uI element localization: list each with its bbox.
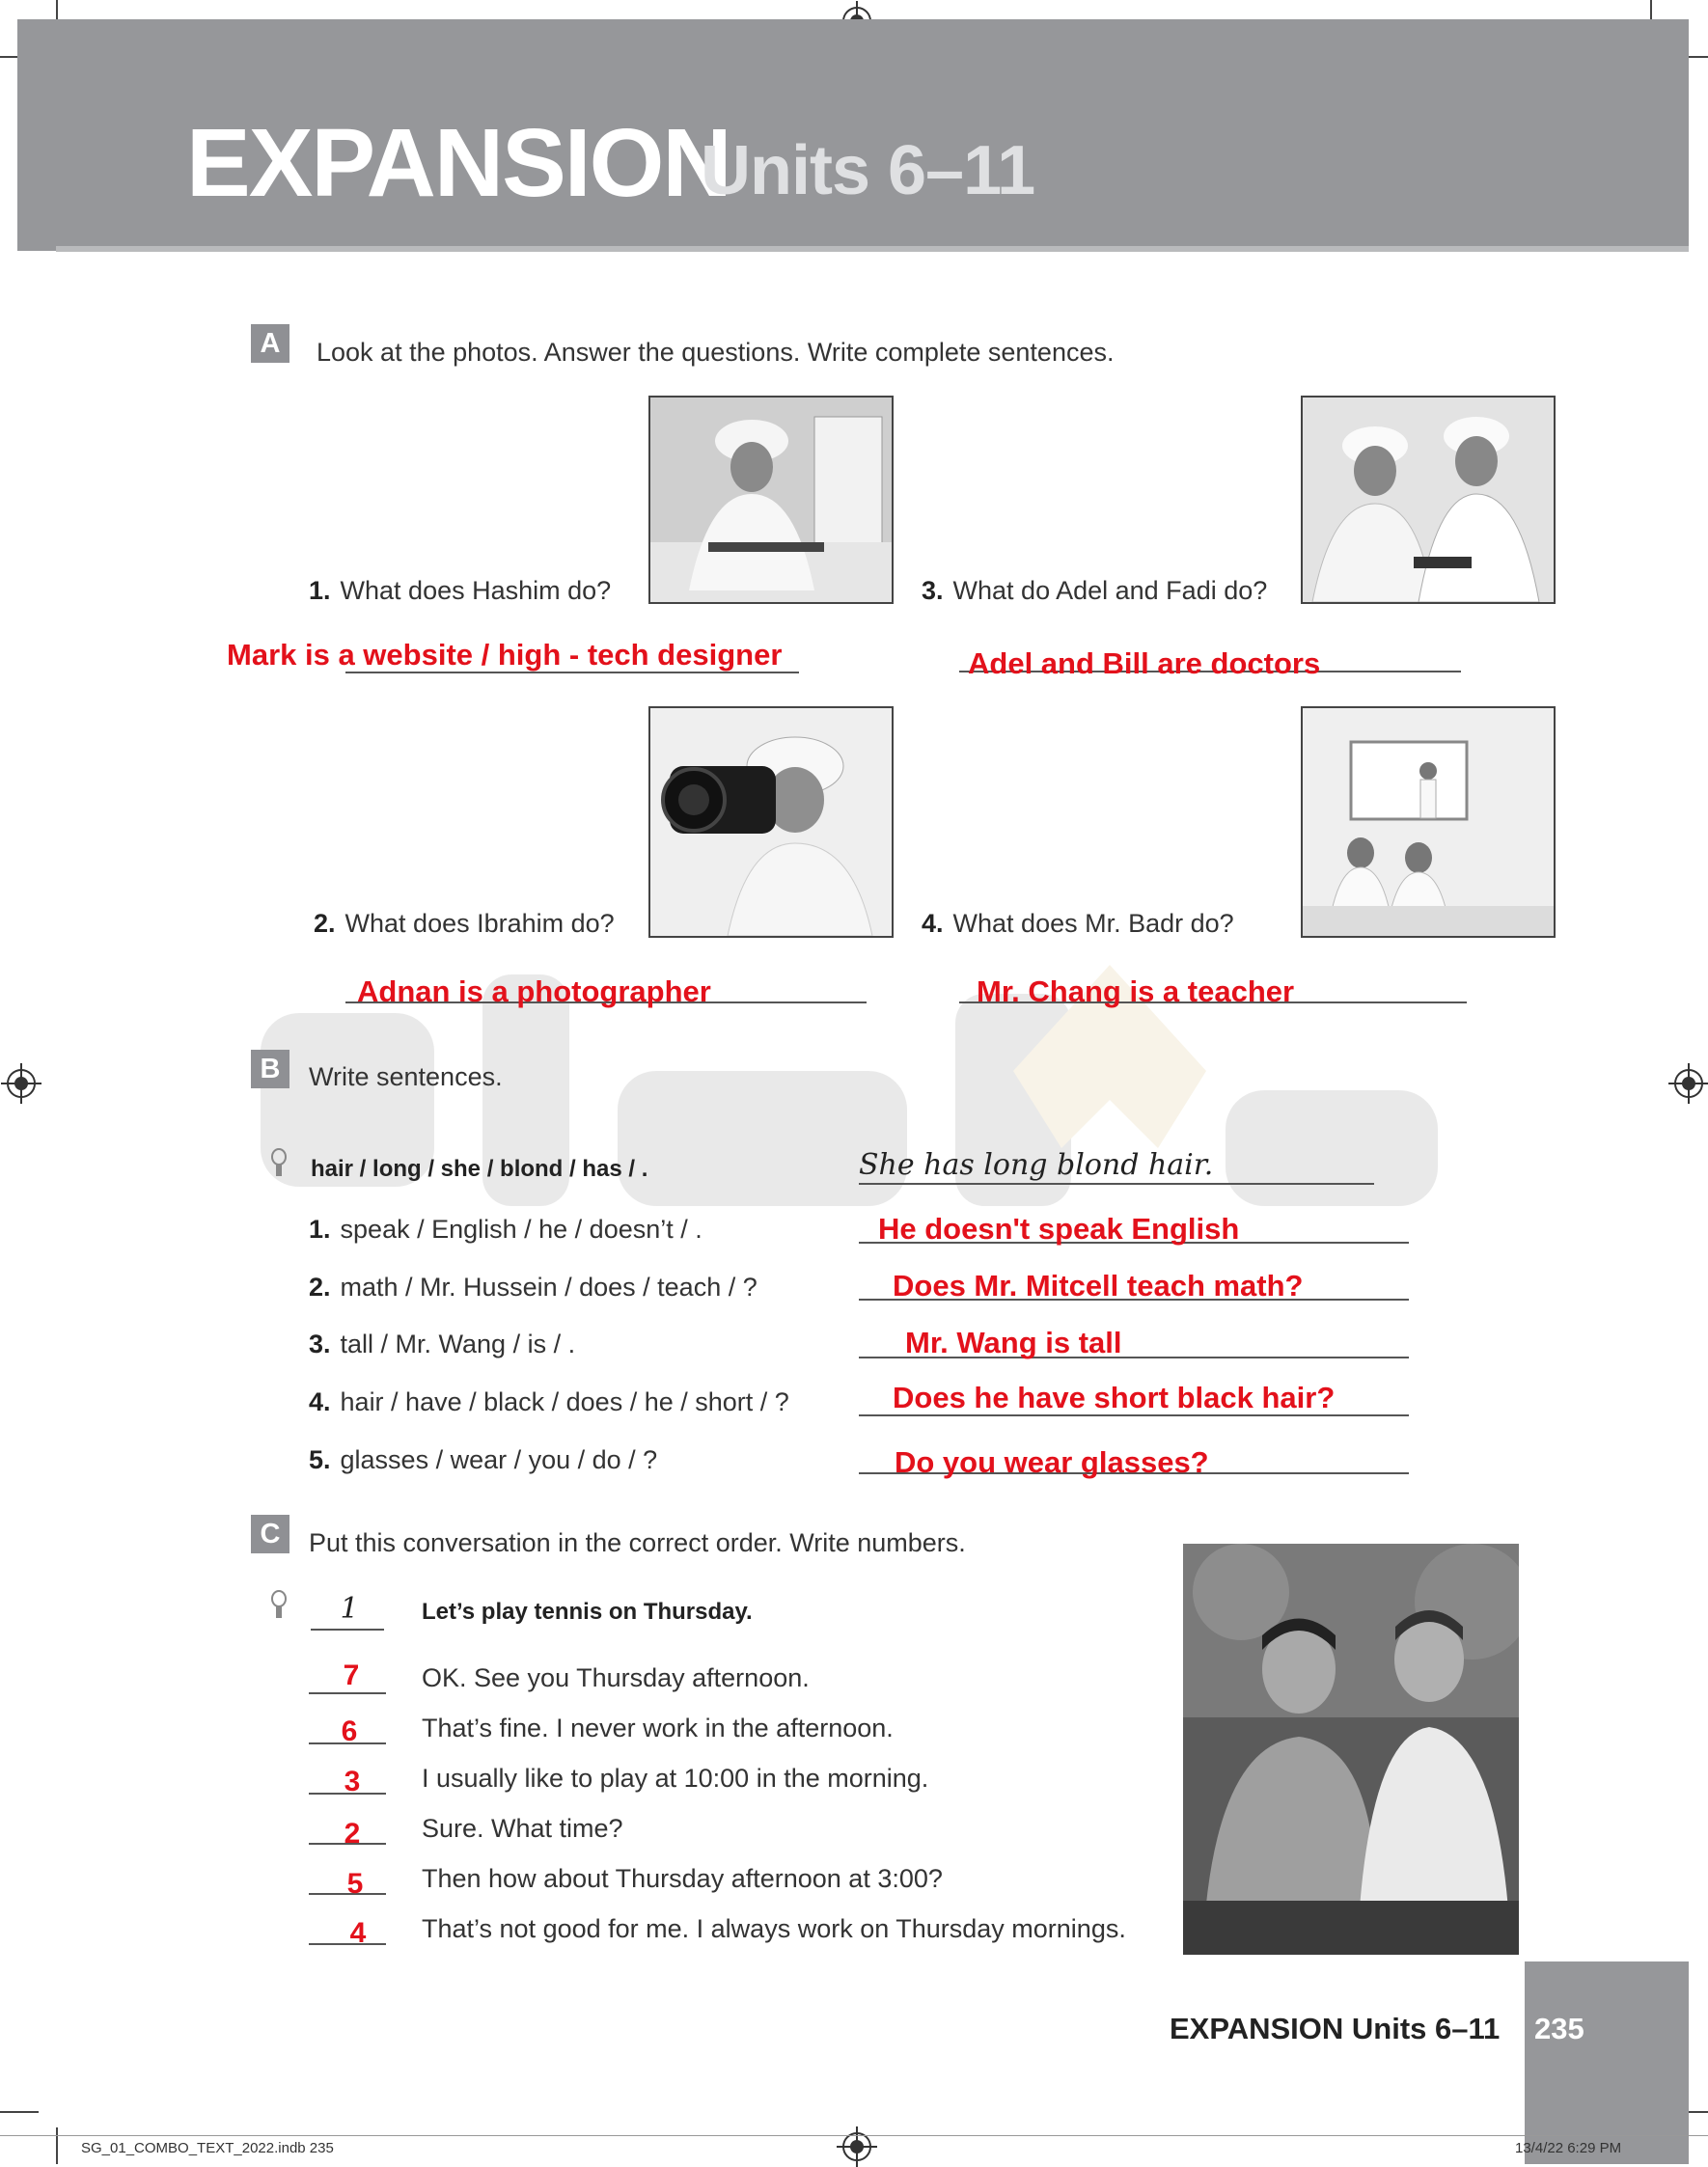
section-c-badge: C bbox=[251, 1515, 289, 1553]
question-3: 3. What do Adel and Fadi do? bbox=[922, 576, 1268, 605]
question-4: 4. What does Mr. Badr do? bbox=[922, 909, 1234, 938]
page-number: 235 bbox=[1534, 2012, 1584, 2045]
c-line-text-1: OK. See you Thursday afternoon. bbox=[422, 1663, 810, 1692]
page-title: EXPANSION bbox=[186, 109, 730, 217]
section-a-badge: A bbox=[251, 324, 289, 363]
c-number-2[interactable]: 6 bbox=[341, 1715, 358, 1747]
c-line-text-3: I usually like to play at 10:00 in the morning. bbox=[422, 1764, 929, 1793]
c-line-text-6: That’s not good for me. I always work on Thursday mornings. bbox=[422, 1914, 1126, 1943]
example-answer-line bbox=[859, 1183, 1374, 1185]
c-number-5[interactable]: 5 bbox=[346, 1868, 364, 1900]
photo-mr-badr bbox=[1301, 706, 1556, 938]
b-answer-5[interactable]: Do you wear glasses? bbox=[895, 1445, 1209, 1479]
answer-4[interactable]: Mr. Chang is a teacher bbox=[977, 974, 1295, 1008]
c-number-3[interactable]: 3 bbox=[344, 1766, 361, 1797]
b-item-3: 3. tall / Mr. Wang / is / . bbox=[309, 1330, 576, 1358]
c-example-line bbox=[311, 1629, 384, 1631]
photo-two-friends bbox=[1183, 1544, 1519, 1955]
question-1: 1. What does Hashim do? bbox=[309, 576, 612, 605]
registration-mark-icon bbox=[1674, 1069, 1703, 1098]
slug-file: SG_01_COMBO_TEXT_2022.indb 235 bbox=[81, 2140, 334, 2156]
example-answer: She has long blond hair. bbox=[859, 1148, 1214, 1182]
b-item-4: 4. hair / have / black / does / he / short / ? bbox=[309, 1387, 789, 1416]
c-example-number: 1 bbox=[340, 1592, 359, 1626]
footer-rule bbox=[0, 2135, 1708, 2136]
registration-mark-icon bbox=[7, 1069, 36, 1098]
b-answer-4[interactable]: Does he have short black hair? bbox=[893, 1381, 1336, 1414]
photo-ibrahim bbox=[648, 706, 894, 938]
c-number-4[interactable]: 2 bbox=[344, 1818, 361, 1850]
photo-adel-fadi bbox=[1301, 396, 1556, 604]
question-2: 2. What does Ibrahim do? bbox=[314, 909, 615, 938]
c-number-6[interactable]: 4 bbox=[349, 1917, 367, 1949]
answer-2[interactable]: Adnan is a photographer bbox=[357, 974, 711, 1008]
b-item-1: 1. speak / English / he / doesn’t / . bbox=[309, 1215, 702, 1244]
b-answer-3[interactable]: Mr. Wang is tall bbox=[905, 1326, 1122, 1359]
footer-band bbox=[1525, 1961, 1689, 2164]
crop-mark bbox=[0, 2111, 39, 2113]
example-prompt: hair / long / she / blond / has / . bbox=[311, 1156, 648, 1182]
registration-mark-icon bbox=[842, 2132, 871, 2161]
b-answer-1[interactable]: He doesn't speak English bbox=[878, 1212, 1240, 1246]
b-item-2: 2. math / Mr. Hussein / does / teach / ? bbox=[309, 1273, 758, 1302]
footer-title: EXPANSION Units 6–11 bbox=[1170, 2012, 1501, 2045]
header-shadow bbox=[56, 246, 1689, 252]
b-answer-2[interactable]: Does Mr. Mitcell teach math? bbox=[893, 1269, 1304, 1303]
c-line-1 bbox=[309, 1692, 386, 1694]
c-line-text-2: That’s fine. I never work in the afternoon. bbox=[422, 1714, 894, 1742]
c-line-text-4: Sure. What time? bbox=[422, 1814, 623, 1843]
page-subtitle: Units 6–11 bbox=[701, 132, 1035, 209]
lightbulb-hint-icon bbox=[271, 1590, 287, 1619]
answer-3[interactable]: Adel and Bill are doctors bbox=[968, 646, 1321, 680]
c-example-text: Let’s play tennis on Thursday. bbox=[422, 1599, 753, 1625]
section-b-badge: B bbox=[251, 1050, 289, 1088]
photo-hashim bbox=[648, 396, 894, 604]
slug-date: 13/4/22 6:29 PM bbox=[1515, 2140, 1622, 2156]
lightbulb-hint-icon bbox=[271, 1148, 287, 1177]
crop-mark bbox=[56, 2127, 58, 2164]
b-item-5: 5. glasses / wear / you / do / ? bbox=[309, 1445, 658, 1474]
answer-1[interactable]: Mark is a website / high - tech designer bbox=[227, 638, 783, 672]
section-a-instruction: Look at the photos. Answer the questions. Write complete sentences. bbox=[317, 338, 1115, 367]
section-b-instruction: Write sentences. bbox=[309, 1062, 503, 1091]
c-line-text-5: Then how about Thursday afternoon at 3:00? bbox=[422, 1864, 943, 1893]
c-number-1[interactable]: 7 bbox=[343, 1660, 360, 1691]
section-c-instruction: Put this conversation in the correct order. Write numbers. bbox=[309, 1528, 966, 1557]
